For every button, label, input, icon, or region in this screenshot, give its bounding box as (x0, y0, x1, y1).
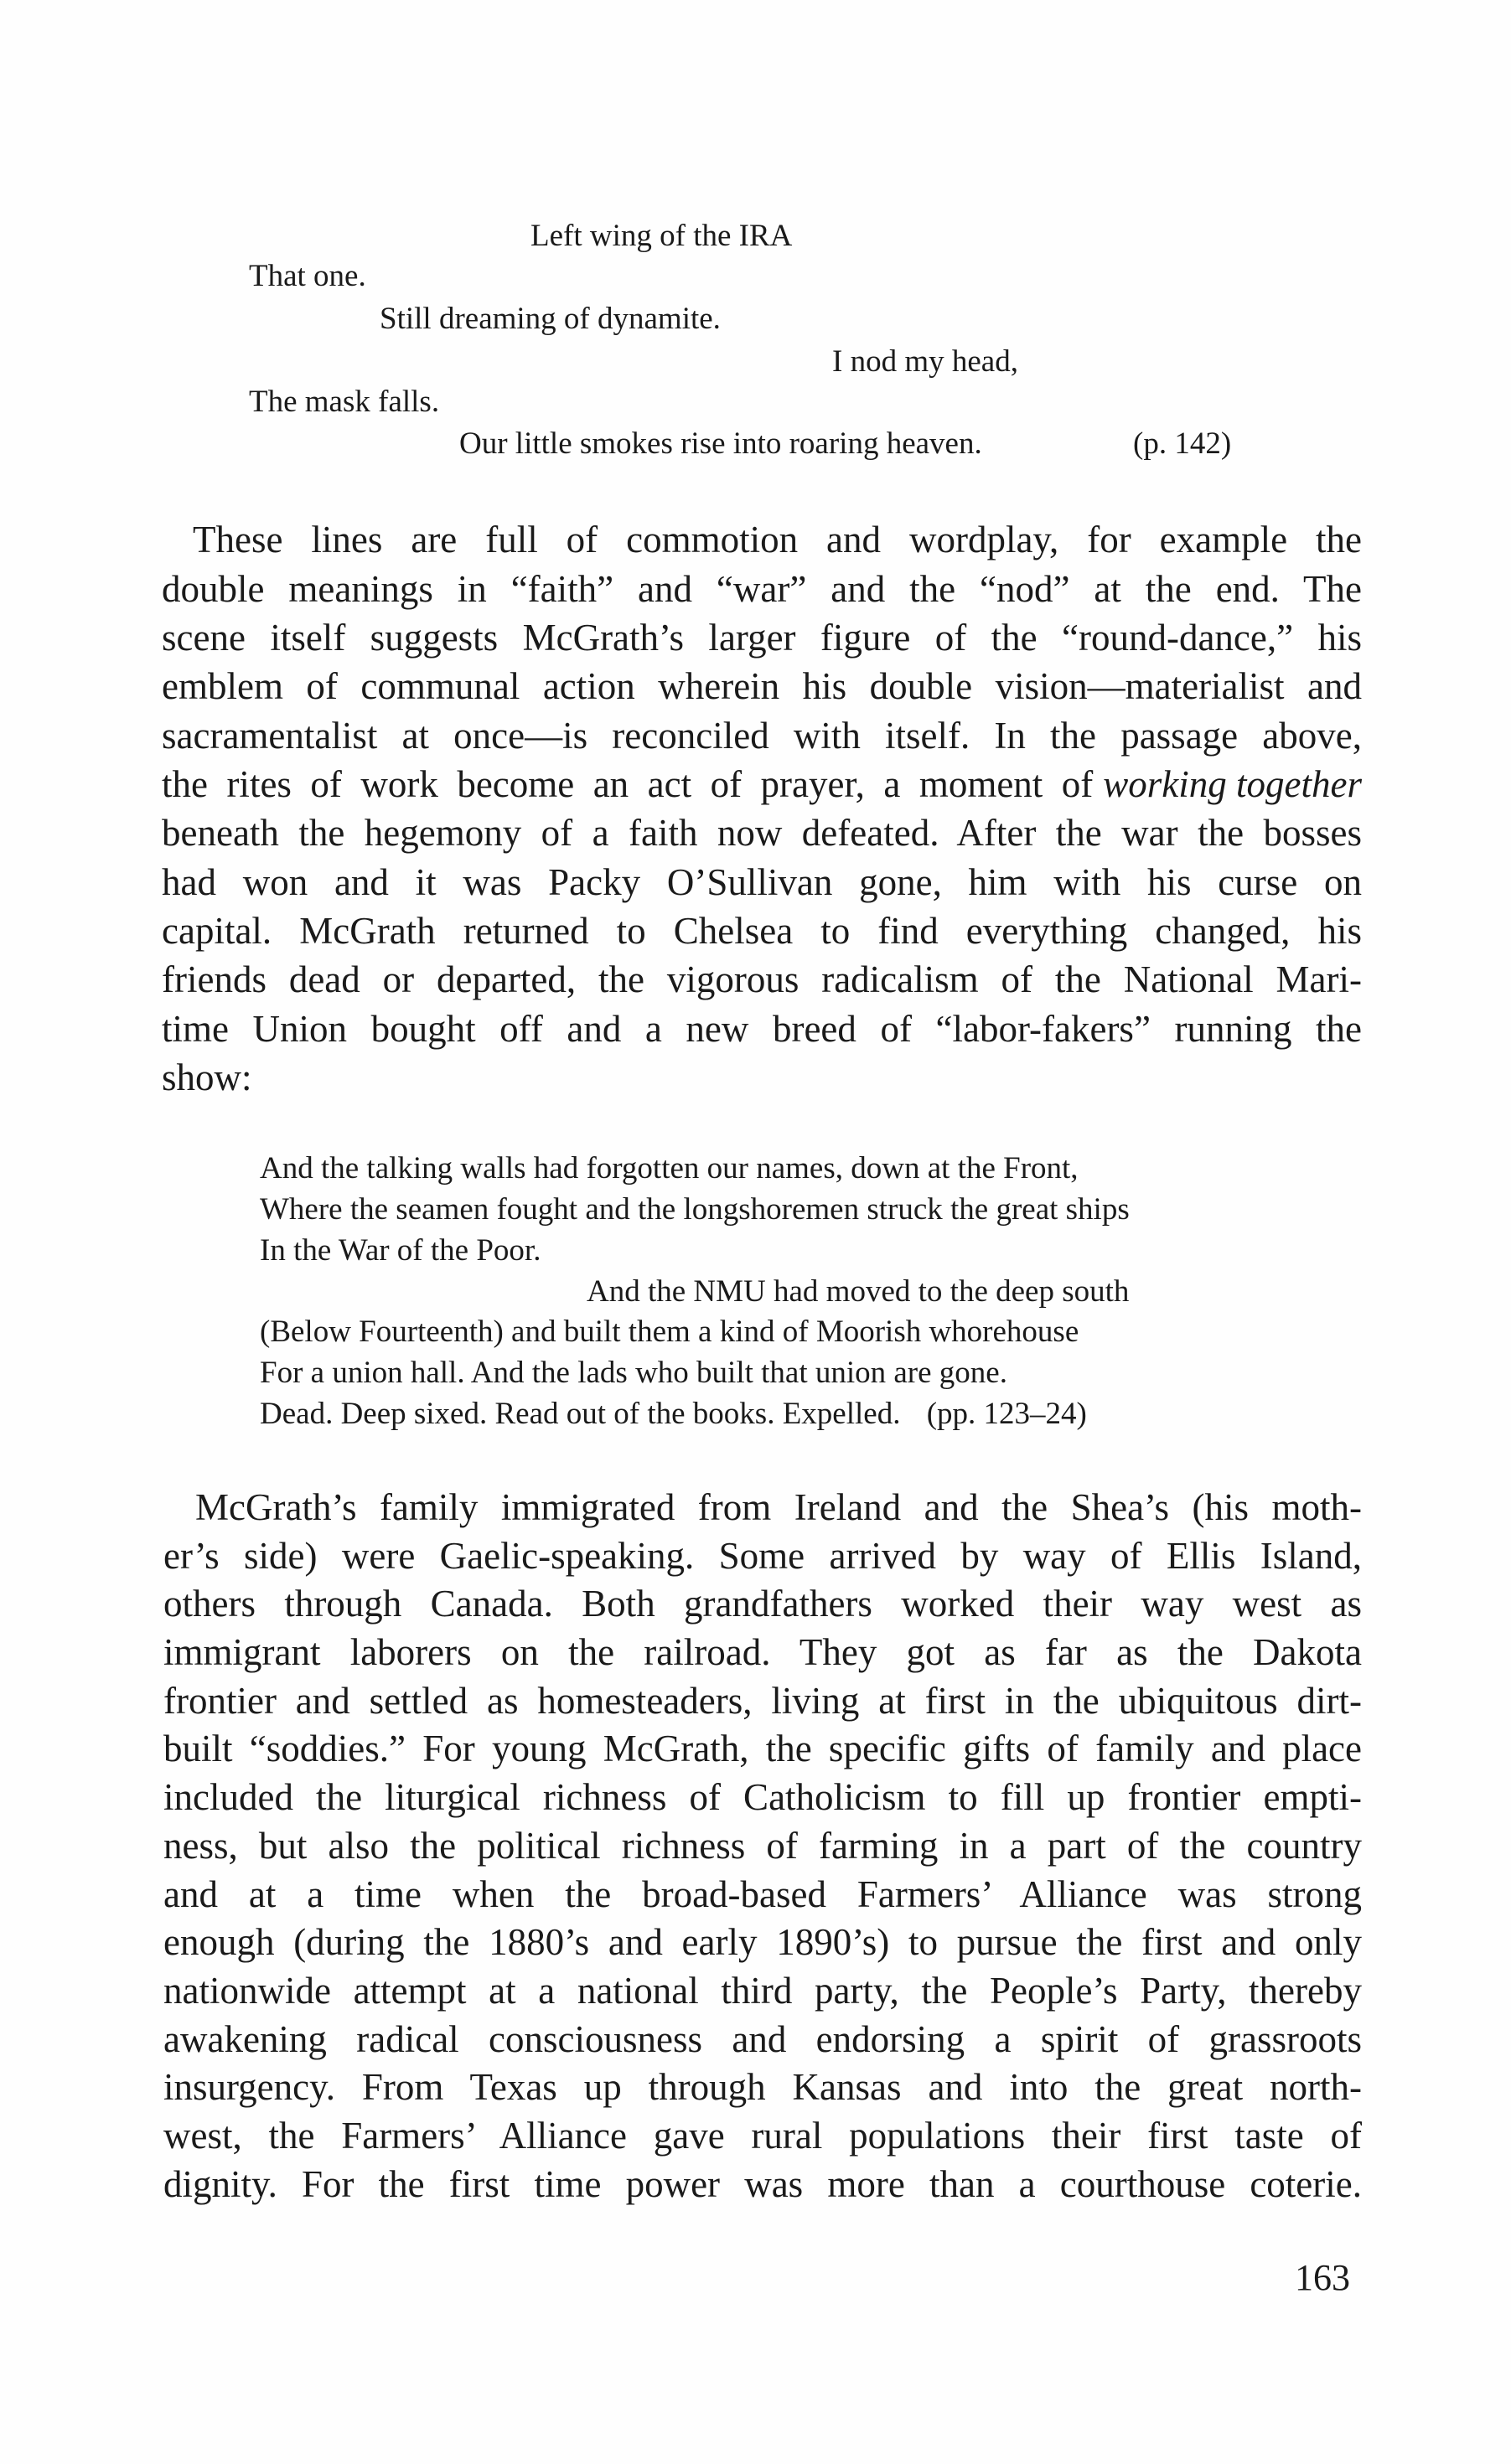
text-line: included the liturgical richness of Catholicism to fill up frontier empti- (163, 1776, 1362, 1818)
text-line: immigrant laborers on the railroad. They got as far as the Dakota (163, 1631, 1362, 1673)
text-line: er’s side) were Gaelic-speaking. Some arrived by way of Ellis Island, (163, 1535, 1362, 1577)
text-line: insurgency. From Texas up through Kansas and into the great north- (163, 2066, 1362, 2108)
text-line: and at a time when the broad-based Farmers’ Alliance was strong (163, 1873, 1362, 1915)
text-segment: the rites of work become an act of prayer, a moment of (162, 763, 1094, 805)
text-line: show: (162, 1056, 252, 1098)
emphasis-text: working together (1103, 763, 1362, 805)
page-number: 163 (1295, 2257, 1350, 2298)
text-line: others through Canada. Both grandfathers worked their way west as (163, 1583, 1362, 1625)
poem-line: I nod my head, (832, 344, 1018, 379)
poem-line: That one. (249, 259, 366, 293)
quote-text: Dead. Deep sixed. Read out of the books. Expelled. (260, 1397, 901, 1431)
text-line: awakening radical consciousness and endorsing a spirit of grassroots (163, 2018, 1362, 2060)
quote-line: (Below Fourteenth) and built them a kind of Moorish whorehouse (260, 1315, 1079, 1349)
quote-citation: (pp. 123–24) (926, 1397, 1087, 1431)
text-line: friends dead or departed, the vigorous radicalism of the National Mari- (162, 958, 1362, 1000)
poem-line: Our little smokes rise into roaring heaven. (459, 426, 982, 461)
poem-citation: (p. 142) (1133, 426, 1232, 461)
text-line: frontier and settled as homesteaders, living at first in the ubiquitous dirt- (163, 1680, 1362, 1722)
text-line: sacramentalist at once—is reconciled with itself. In the passage above, (162, 715, 1362, 757)
text-line: scene itself suggests McGrath’s larger figure of the “round-dance,” his (162, 617, 1362, 659)
text-line: built “soddies.” For young McGrath, the specific gifts of family and place (163, 1728, 1362, 1769)
poem-line: Still dreaming of dynamite. (380, 302, 721, 336)
text-line: capital. McGrath returned to Chelsea to find everything changed, his (162, 910, 1362, 952)
text-line: emblem of communal action wherein his double vision—materialist and (162, 665, 1362, 707)
quote-line (260, 1398, 1087, 1429)
text-line: nationwide attempt at a national third party, the People’s Party, thereby (163, 1970, 1362, 2012)
text-line: ness, but also the political richness of farming in a part of the country (163, 1825, 1362, 1867)
quote-line: In the War of the Poor. (260, 1233, 541, 1268)
text-line: time Union bought off and a new breed of “labor-fakers” running the (162, 1008, 1362, 1050)
quote-line: For a union hall. And the lads who built that union are gone. (260, 1356, 1007, 1390)
text-line (162, 763, 1362, 805)
text-line: enough (during the 1880’s and early 1890’s) to pursue the first and only (163, 1921, 1362, 1963)
text-line: west, the Farmers’ Alliance gave rural populations their first taste of (163, 2115, 1362, 2157)
text-line: double meanings in “faith” and “war” and the “nod” at the end. The (162, 568, 1362, 610)
poem-line: Left wing of the IRA (530, 219, 793, 253)
text-line: These lines are full of commotion and wordplay, for example the (193, 519, 1362, 560)
text-line: dignity. For the first time power was more than a courthouse coterie. (163, 2163, 1362, 2205)
quote-line: And the NMU had moved to the deep south (587, 1274, 1130, 1309)
poem-line: The mask falls. (249, 385, 440, 419)
quote-line: Where the seamen fought and the longshoremen struck the great ships (260, 1192, 1130, 1227)
quote-line: And the talking walls had forgotten our names, down at the Front, (260, 1151, 1079, 1186)
text-line: McGrath’s family immigrated from Ireland and the Shea’s (his moth- (195, 1486, 1362, 1528)
text-line: had won and it was Packy O’Sullivan gone, him with his curse on (162, 861, 1362, 903)
text-line: beneath the hegemony of a faith now defeated. After the war the bosses (162, 812, 1362, 854)
